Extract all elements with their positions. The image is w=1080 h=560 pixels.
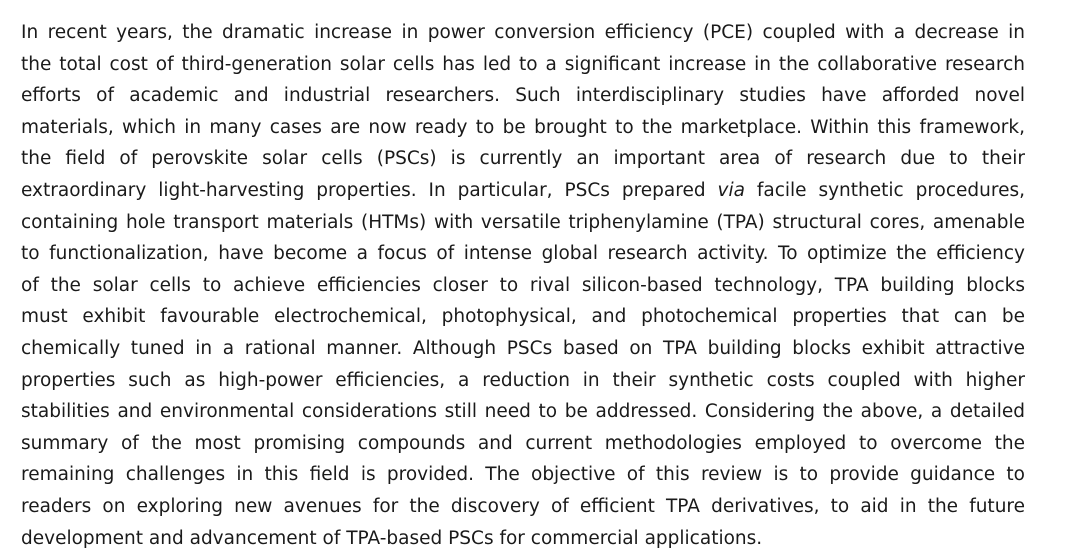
text-line (21, 301, 1025, 333)
text-line-content: readers on exploring new avenues for the discovery of efficient TPA derivatives, to aid in the future (21, 495, 1025, 517)
text-line (21, 459, 1025, 491)
text-line-content: the total cost of third-generation solar cells has led to a significant increase in the collaborative research (21, 53, 1025, 75)
text-line-content: materials, which in many cases are now ready to be brought to the marketplace. Within this framework, (21, 116, 1025, 138)
text-line-content: to functionalization, have become a focus of intense global research activity. To optimize the efficiency (21, 243, 1025, 265)
text-line (21, 143, 1025, 175)
italic-text: via (717, 179, 745, 201)
text-line-content: In recent years, the dramatic increase in power conversion efficiency (PCE) coupled with a decrease in (21, 22, 1025, 43)
text-line (21, 428, 1025, 460)
text-line (21, 207, 1025, 239)
text-line-content: of the solar cells to achieve efficiencies closer to rival silicon-based technology, TPA building blocks (21, 274, 1025, 296)
text-line-content: chemically tuned in a rational manner. Although PSCs based on TPA building blocks exhibit attractive (21, 337, 1025, 359)
text-line (21, 523, 1025, 555)
text-line-content: development and advancement of TPA-based PSCs for commercial applications. (21, 527, 763, 549)
text-line (21, 491, 1025, 523)
text-line (21, 270, 1025, 302)
text-line (21, 17, 1025, 49)
text-line (21, 396, 1025, 428)
text-line-content: properties such as high-power efficiencies, a reduction in their synthetic costs coupled with higher (21, 369, 1025, 391)
text-line-content: the field of perovskite solar cells (PSCs) is currently an important area of research due to their (21, 148, 1025, 170)
text-line-content: summary of the most promising compounds and current methodologies employed to overcome the (21, 432, 1025, 454)
text-fragment: extraordinary light-harvesting properties. In particular, PSCs prepared (21, 179, 718, 201)
text-line (21, 49, 1025, 81)
text-line-content (21, 175, 1025, 207)
text-fragment: facile synthetic procedures, (744, 179, 1025, 201)
text-line (21, 333, 1025, 365)
text-line-content: stabilities and environmental considerations still need to be addressed. Considering the above, a detailed (21, 401, 1025, 423)
text-line-content: efforts of academic and industrial researchers. Such interdisciplinary studies have afforded novel (21, 85, 1025, 107)
text-line-content: containing hole transport materials (HTMs) with versatile triphenylamine (TPA) structural cores, amenable (21, 211, 1025, 233)
text-line (21, 238, 1025, 270)
text-line (21, 80, 1025, 112)
abstract-paragraph (21, 17, 1025, 554)
text-line (21, 112, 1025, 144)
text-line (21, 175, 1025, 207)
text-line (21, 365, 1025, 397)
text-line-content: must exhibit favourable electrochemical, photophysical, and photochemical properties that can be (21, 306, 1025, 328)
text-line-content: remaining challenges in this field is provided. The objective of this review is to provide guidance to (21, 464, 1025, 486)
